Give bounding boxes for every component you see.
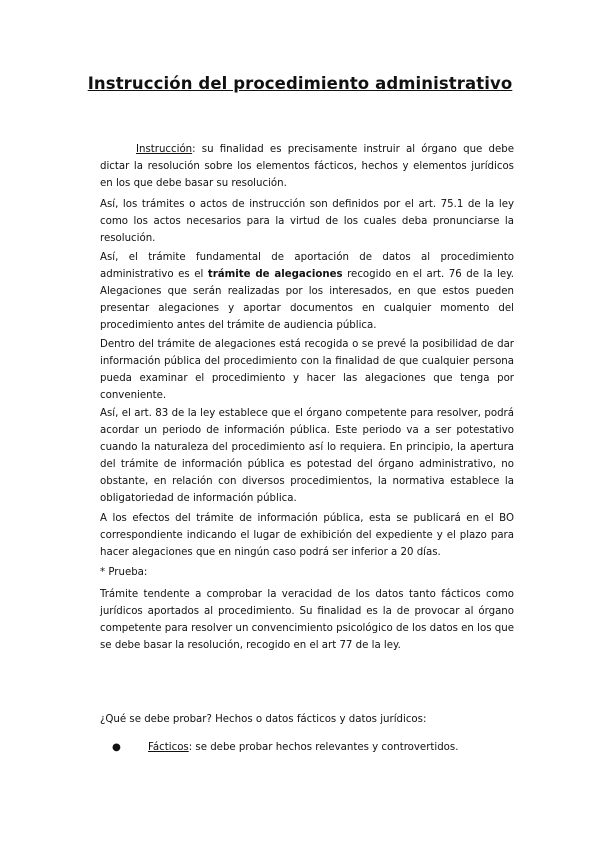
paragraph-alegaciones-after: recogido en el art. 76 de la ley. Alegaciones que serán realizadas por los interesados, en que estos pueden presentar alegaciones y aportar documentos en cualquier momento del procedimiento antes del trámite de audiencia pública.: [100, 269, 514, 331]
paragraph-que-probar: ¿Qué se debe probar? Hechos o datos fácticos y datos jurídicos:: [100, 714, 427, 725]
list-item-facticos: [112, 739, 458, 756]
term-tramite-alegaciones: trámite de alegaciones: [207, 269, 343, 280]
paragraph-art-83: Así, el art. 83 de la ley establece que el órgano competente para resolver, podrá acordar un periodo de información pública. Este periodo va a ser potestativo cuando la naturaleza del procedimiento así lo requiera. En principio, la apertura del trámite de información pública es potestad del órgano administrativo, no obstante, en relación con diversos procedimientos, la normativa establece la obligatoriedad de información pública.: [100, 408, 514, 504]
paragraph-instruccion: [100, 141, 514, 192]
term-instruccion: Instrucción: [136, 144, 193, 155]
paragraph-prueba: Trámite tendente a comprobar la veracidad de los datos tanto fácticos como jurídicos aportados al procedimiento. Su finalidad es la de provocar al órgano competente para resolver un convencimiento psicológico de los datos en los que se debe basar la resolución, recogido en el art 77 de la ley.: [100, 589, 514, 651]
list-item-facticos-text: : se debe probar hechos relevantes y controvertidos.: [188, 742, 459, 753]
term-facticos: Fácticos: [148, 742, 189, 753]
paragraph-instruccion-text: : su finalidad es precisamente instruir al órgano que debe dictar la resolución sobre los elementos fácticos, hechos y elementos jurídicos en los que debe basar su resolución.: [100, 144, 514, 189]
paragraph-publicacion-bo: A los efectos del trámite de información pública, esta se publicará en el BO correspondiente indicando el lugar de exhibición del expediente y el plazo para hacer alegaciones que en ningún caso podrá ser inferior a 20 días.: [100, 513, 514, 558]
heading-prueba: * Prueba:: [100, 567, 148, 578]
paragraph-tramites: Así, los trámites o actos de instrucción son definidos por el art. 75.1 de la ley como los actos necesarios para la virtud de los cuales deba pronunciarse la resolución.: [100, 199, 514, 244]
document-title: Instrucción del procedimiento administrativo: [87, 74, 513, 93]
paragraph-informacion-publica: Dentro del trámite de alegaciones está recogida o se prevé la posibilidad de dar información pública del procedimiento con la finalidad de que cualquier persona pueda examinar el procedimiento y hacer las alegaciones que tenga por conveniente.: [100, 339, 514, 401]
paragraph-alegaciones-before: Así, el trámite fundamental de aportación de datos al procedimiento administrativo es el: [100, 252, 514, 280]
bullet-icon: ●: [112, 742, 121, 753]
paragraph-alegaciones: [100, 249, 514, 334]
